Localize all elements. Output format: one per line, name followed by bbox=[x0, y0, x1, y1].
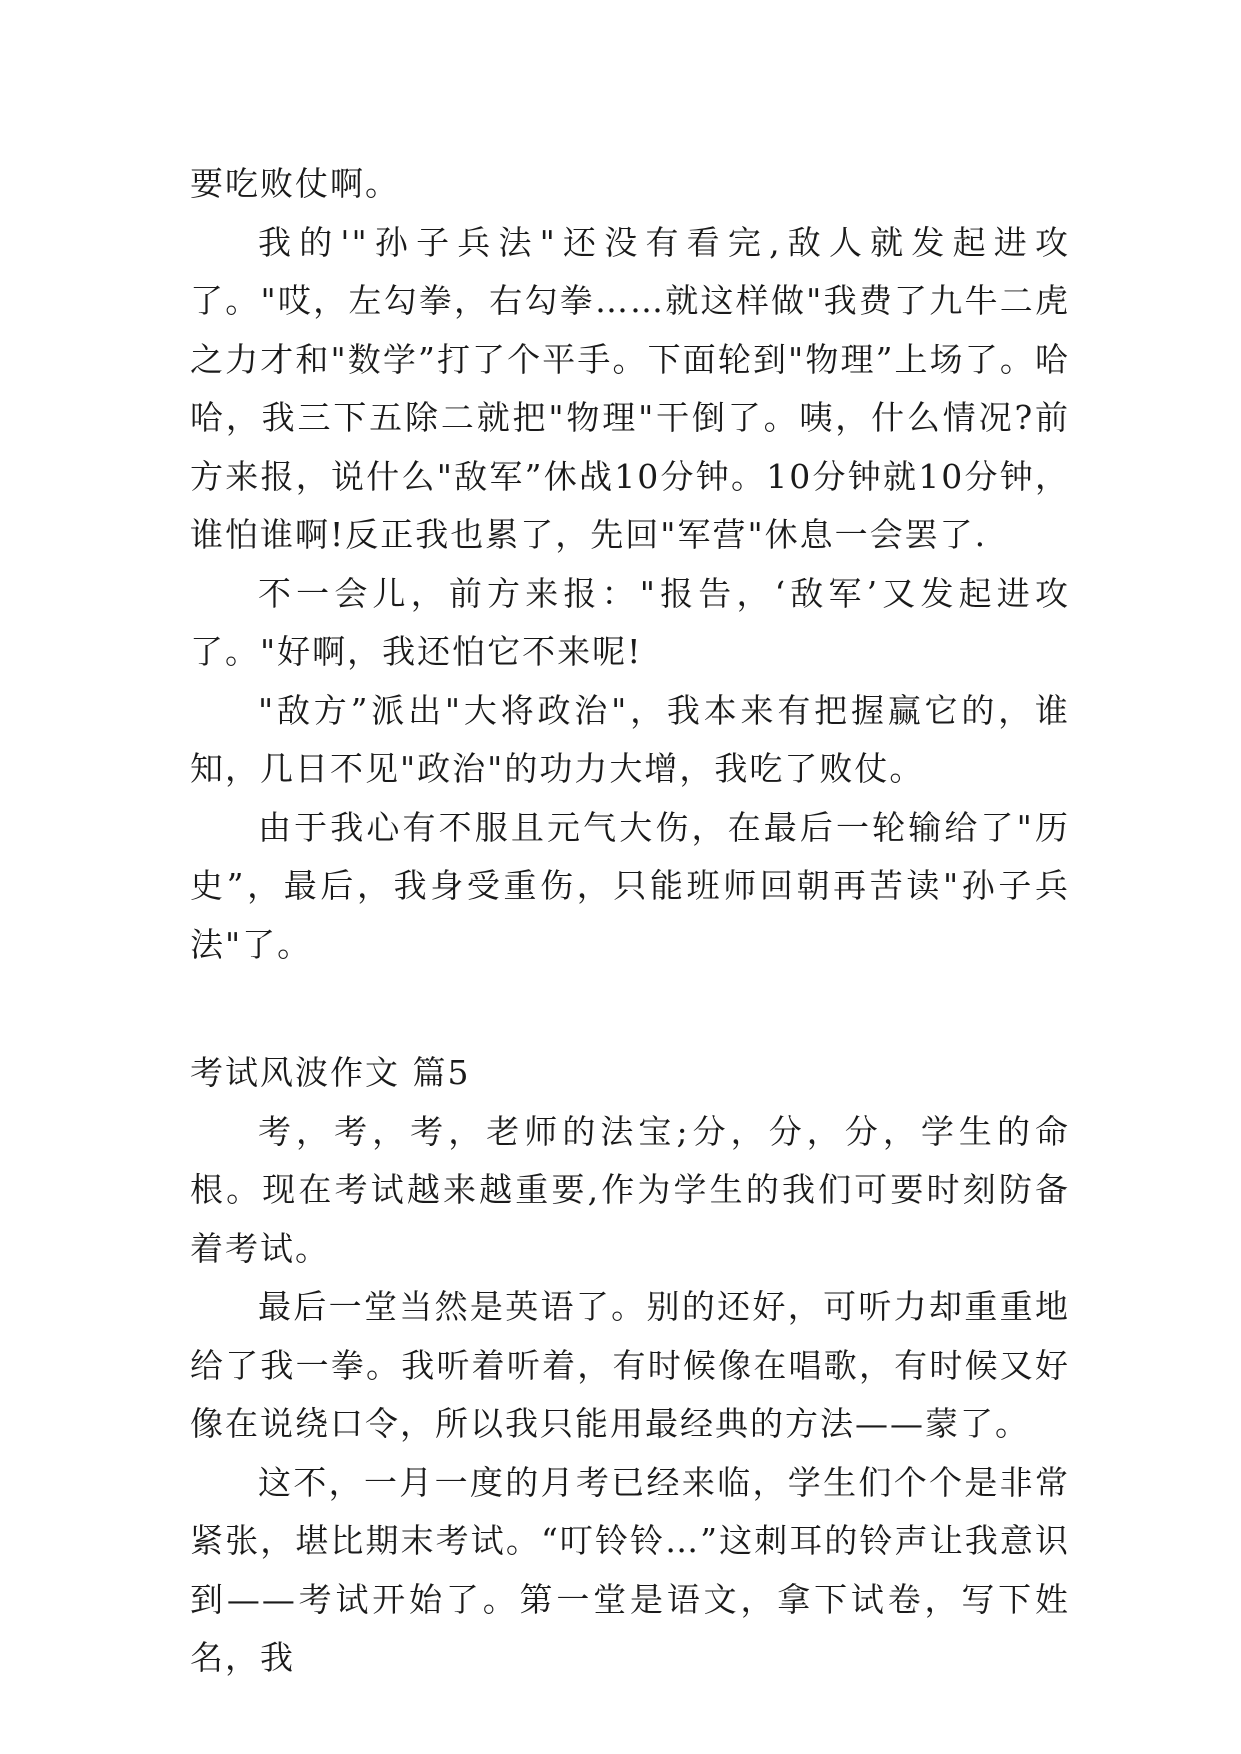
paragraph-english: 最后一堂当然是英语了。别的还好，可听力却重重地给了我一拳。我听着听着，有时候像在唱歌，有时候又好像在说绕口令，所以我只能用最经典的方法——蒙了。 bbox=[190, 1287, 1070, 1443]
paragraph-politics: "敌方”派出"大将政治"，我本来有把握赢它的，谁知，几日不见"政治"的功力大增，我吃了败仗。 bbox=[190, 690, 1070, 788]
document-body bbox=[190, 155, 1070, 1688]
paragraph-continued: 要吃败仗啊。 bbox=[190, 164, 400, 203]
section-title: 考试风波作文 篇5 bbox=[190, 1053, 471, 1092]
paragraph-monthly-exam: 这不，一月一度的月考已经来临，学生们个个是非常紧张，堪比期末考试。“叮铃铃…”这刺耳的铃声让我意识到——考试开始了。第一堂是语文，拿下试卷，写下姓名，我 bbox=[190, 1462, 1070, 1677]
paragraph-enemy-attack: 不一会儿，前方来报："报告，‘敌军’又发起进攻了。"好啊，我还怕它不来呢! bbox=[190, 573, 1070, 671]
paragraph-sunzi-battle: 我的'"孙子兵法"还没有看完,敌人就发起进攻了。"哎，左勾拳，右勾拳……就这样做"我费了九牛二虎之力才和"数学”打了个平手。下面轮到"物理”上场了。哈哈，我三下五除二就把"物理"干倒了。咦，什么情况?前方来报，说什么"敌军”休战10分钟。10分钟就10分钟，谁怕谁啊!反正我也累了，先回"军营"休息一会罢了. bbox=[190, 222, 1070, 554]
paragraph-intro: 考，考，考，老师的法宝;分，分，分，学生的命根。现在考试越来越重要,作为学生的我们可要时刻防备着考试。 bbox=[190, 1111, 1070, 1268]
paragraph-history: 由于我心有不服且元气大伤，在最后一轮输给了"历史”，最后，我身受重伤，只能班师回朝再苦读"孙子兵法"了。 bbox=[190, 807, 1070, 964]
